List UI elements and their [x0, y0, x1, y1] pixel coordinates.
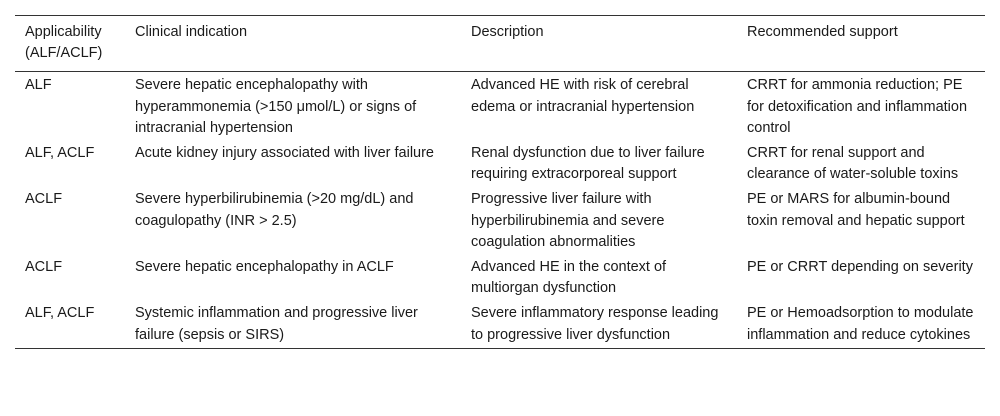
clinical-indications-table	[15, 15, 985, 349]
cell-description: Advanced HE with risk of cerebral edema or intracranial hypertension	[471, 77, 695, 115]
cell-description: Severe inflammatory response leading to progressive liver dysfunction	[461, 300, 737, 348]
header-description: Description	[461, 16, 737, 72]
cell-recommended-support: PE or CRRT depending on severity	[747, 259, 973, 276]
table-row	[15, 186, 985, 254]
cell-recommended-support: PE or MARS for albumin-bound toxin removal and hepatic support	[747, 191, 965, 229]
cell-description: Renal dysfunction due to liver failure requiring extracorporeal support	[471, 145, 705, 183]
table-body	[15, 72, 985, 348]
table-row	[15, 72, 985, 140]
header-clinical-indication: Clinical indication	[125, 16, 461, 72]
header-row	[15, 16, 985, 72]
cell-clinical-indication: Systemic inflammation and progressive liver failure (sepsis or SIRS)	[125, 300, 461, 348]
cell-recommended-support: CRRT for ammonia reduction; PE for detoxification and inflammation control	[747, 77, 968, 136]
table-row	[15, 140, 985, 186]
cell-clinical-indication: Acute kidney injury associated with liver failure	[135, 145, 434, 162]
cell-clinical-indication: Severe hepatic encephalopathy in ACLF	[135, 259, 394, 276]
cell-recommended-support: PE or Hemoadsorption to modulate inflammation and reduce cytokines	[737, 300, 985, 348]
clinical-indications-table-container	[15, 15, 985, 349]
cell-applicability: ACLF	[25, 191, 63, 208]
cell-recommended-support: CRRT for renal support and clearance of water-soluble toxins	[747, 145, 959, 183]
table-header	[15, 16, 985, 72]
cell-clinical-indication: Severe hyperbilirubinemia (>20 mg/dL) and coagulopathy (INR > 2.5)	[135, 191, 414, 229]
cell-clinical-indication: Severe hepatic encephalopathy with hyperammonemia (>150 μmol/L) or signs of intracranial hypertension	[135, 77, 417, 136]
cell-applicability: ALF	[25, 77, 52, 94]
table-row	[15, 300, 985, 348]
cell-applicability: ACLF	[25, 259, 63, 276]
cell-description: Progressive liver failure with hyperbilirubinemia and severe coagulation abnormalities	[471, 191, 665, 250]
table-row	[15, 254, 985, 300]
header-recommended-support: Recommended support	[737, 16, 985, 72]
cell-applicability: ALF, ACLF	[25, 145, 95, 162]
cell-description: Advanced HE in the context of multiorgan dysfunction	[471, 259, 667, 297]
header-applicability: Applicability (ALF/ACLF)	[15, 16, 125, 72]
cell-applicability: ALF, ACLF	[15, 300, 125, 348]
